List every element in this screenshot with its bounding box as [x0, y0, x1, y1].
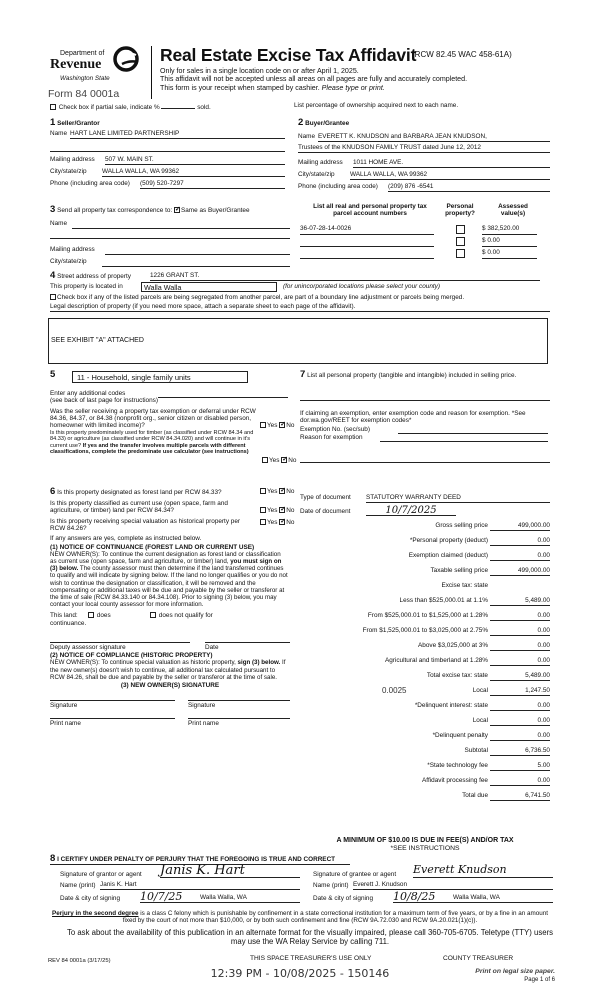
- calc-row: [300, 610, 550, 622]
- land-use-select[interactable]: 11 - Household, single family units: [72, 371, 248, 383]
- tax-calculation-table: [300, 520, 550, 850]
- calc-value[interactable]: 0.00: [490, 777, 550, 786]
- calc-row: [300, 565, 550, 577]
- form-subtitle-2: This affidavit will not be accepted unless all areas on all pages are fully and accurately completed.: [160, 75, 468, 83]
- personal-col-header: Personal property?: [445, 203, 475, 218]
- dept-logo-text: Revenue: [50, 57, 102, 72]
- calc-row: [300, 655, 550, 667]
- section-7-personal: 7 List all personal property (tangible and intangible) included in selling price. If claiming an exemption, enter exemption code and reason for exemption. *See dor.wa.gov/REET for exemption codes* Exemption No. (sec/sub) Reason for exemption: [300, 370, 550, 441]
- calc-row: [300, 670, 550, 682]
- buyer-phone-field[interactable]: (209) 876 -6541: [388, 183, 550, 192]
- treasurer-only-label: THIS SPACE TREASURER'S USE ONLY: [250, 955, 372, 962]
- seller-name-field[interactable]: HART LANE LIMITED PARTNERSHIP: [70, 130, 285, 139]
- seller-city-field[interactable]: WALLA WALLA, WA 99362: [102, 168, 285, 177]
- calc-row: [300, 685, 550, 697]
- calc-value[interactable]: 0.00: [490, 657, 550, 666]
- buyer-mail-field[interactable]: 1011 HOME AVE.: [353, 159, 550, 168]
- dor-swirl-icon: [112, 46, 142, 72]
- s6-q2-yes-checkbox[interactable]: [260, 507, 266, 513]
- calc-label: Local: [472, 687, 488, 694]
- calc-row: [300, 700, 550, 712]
- exemption-no-field[interactable]: [398, 426, 548, 434]
- calc-value[interactable]: 1,247.50: [490, 687, 550, 696]
- legal-description-value: SEE EXHIBIT "A" ATTACHED: [51, 337, 144, 344]
- street-address-field[interactable]: 1226 GRANT ST.: [150, 272, 540, 281]
- form-rcw: (RCW 82.45 WAC 458-61A): [412, 50, 512, 59]
- form-number: Form 84 0001a: [48, 88, 120, 100]
- see-instructions: *SEE INSTRUCTIONS: [390, 845, 460, 852]
- calc-label: Excise tax: state: [441, 582, 488, 589]
- calc-label: *Delinquent interest: state: [414, 702, 488, 709]
- calc-value[interactable]: 0.00: [490, 732, 550, 741]
- cashier-stamp: 12:39 PM - 10/08/2025 - 150146: [210, 967, 390, 980]
- calc-label: Less than $525,000.01 at 1.1%: [399, 597, 488, 604]
- calc-row: [300, 580, 550, 592]
- accessibility-notice: To ask about the availability of this publication in an alternate format for the visually impaired, please call 360-705-6705. Teletype (TTY) users may use the WA Relay Service by calling 711.: [66, 928, 554, 946]
- calc-value[interactable]: 5,489.00: [490, 597, 550, 606]
- grantee-signature-block: Signature of grantee or agent Everett Knudson Name (print) Everett J. Knudson Date & city of signing 10/8/25 Walla Walla, WA: [313, 867, 553, 907]
- revision-label: REV 84 0001a (3/17/25): [48, 958, 111, 964]
- location-select[interactable]: Walla Walla: [141, 282, 277, 292]
- page-number: Page 1 of 6: [524, 977, 555, 983]
- assessed-value-field[interactable]: $ 0.00: [482, 249, 537, 259]
- grantee-signature[interactable]: Everett Knudson: [413, 864, 553, 878]
- q2-yes-no: Yes ✓ No: [262, 457, 296, 464]
- grantor-signature[interactable]: Janis K. Hart: [160, 864, 300, 878]
- calc-row: [300, 715, 550, 727]
- q1-no-checkbox[interactable]: [279, 422, 285, 428]
- calc-value[interactable]: 499,000.00: [490, 522, 550, 531]
- legal-description-box[interactable]: [48, 318, 548, 364]
- calc-value[interactable]: 5,489.00: [490, 672, 550, 681]
- calc-value[interactable]: 0.00: [490, 642, 550, 651]
- calc-label: Total excise tax: state: [426, 672, 488, 679]
- codes-sub: (see back of last page for instructions): [50, 397, 158, 405]
- local-rate: 0.0025: [382, 686, 407, 695]
- grantee-date[interactable]: 10/8/25: [393, 891, 453, 903]
- assessed-col-header: Assessed value(s): [498, 203, 528, 218]
- seller-mail-field[interactable]: 507 W. MAIN ST.: [105, 156, 285, 165]
- form-subtitle-3: This form is your receipt when stamped by cashier. Please type or print.: [160, 84, 385, 92]
- section-5-landuse: 5 11 - Household, single family units Enter any additional codes (see back of last page for instructions) Was the seller receiving a property tax exemption or deferral under RCW 84.36, 84.37, or 84.38 (nonprofit org., senior citizen or disabled person, homeowner with limited income)? Yes ✓ No Is this property predominately used for timber (as classified under RCW 84.34 and 84.33) or agriculture (as classified under RCW 84.34.020) and will continue in it's current use? If yes and the transfer involves multiple parcels with different classifications, complete the predominate use calculator (see instructions) Yes ✓ No: [50, 370, 290, 455]
- same-as-buyer-checkbox[interactable]: [174, 207, 180, 213]
- header-divider: [151, 46, 152, 99]
- grantor-print-name[interactable]: Janis K. Hart: [100, 881, 300, 890]
- calc-label: From $1,525,000.01 to $3,025,000 at 2.75%: [362, 627, 488, 634]
- section-4-property: 4 Street address of property 1226 GRANT ST. This property is located in Walla Walla (for unincorporated locations please select your county) Check box if any of the listed parcels are being segregated from another parcel, are part of a boundary line adjustment or parcels being merged. Legal description of property (if you need more space, attach a separate sheet to each page of the affidavit).: [50, 271, 550, 312]
- personal-property-checkbox[interactable]: [456, 237, 465, 246]
- calc-row: [300, 535, 550, 547]
- calc-value[interactable]: 499,000.00: [490, 567, 550, 576]
- minimum-notice: A MINIMUM OF $10.00 IS DUE IN FEE(S) AND/OR TAX: [336, 837, 514, 844]
- form-title: Real Estate Excise Tax Affidavit: [160, 45, 417, 65]
- calc-value[interactable]: 0.00: [490, 627, 550, 636]
- calc-row: [300, 595, 550, 607]
- s6-q3-yes-checkbox[interactable]: [260, 519, 266, 525]
- q2-yes-checkbox[interactable]: [262, 457, 268, 463]
- reason-field[interactable]: [380, 434, 548, 442]
- calc-label: Affidavit processing fee: [422, 777, 488, 784]
- new-owner-print-1[interactable]: [50, 711, 175, 719]
- s6-q2-no-checkbox[interactable]: [279, 507, 285, 513]
- calc-row: [300, 730, 550, 742]
- calc-row: [300, 640, 550, 652]
- parcel-col-header: List all real and personal property tax parcel account numbers: [313, 203, 427, 218]
- calc-value[interactable]: 5.00: [490, 762, 550, 771]
- calc-value[interactable]: 0.00: [490, 552, 550, 561]
- parcel-number-field[interactable]: 36-07-28-14-0026: [300, 225, 434, 235]
- assessed-value-field[interactable]: $ 0.00: [482, 237, 537, 247]
- s6-q1-yes-no: Yes ✓ No: [260, 488, 294, 495]
- q1-yes-checkbox[interactable]: [260, 422, 266, 428]
- county-treasurer-label: COUNTY TREASURER: [443, 955, 514, 962]
- calc-row: [300, 550, 550, 562]
- grantor-date[interactable]: 10/7/25: [140, 891, 200, 903]
- new-owner-print-2[interactable]: [188, 711, 290, 719]
- calc-row: [300, 790, 550, 802]
- legal-paper-note: Print on legal size paper.: [475, 968, 555, 975]
- segregated-checkbox[interactable]: [50, 294, 56, 300]
- calc-value[interactable]: 0.00: [490, 537, 550, 546]
- calc-value[interactable]: 0.00: [490, 612, 550, 621]
- dept-state: Washington State: [60, 75, 110, 82]
- section-1-seller: 1 Seller/Grantor Name HART LANE LIMITED PARTNERSHIP Mailing address 507 W. MAIN ST. City/state/zip WALLA WALLA, WA 99362 Phone (including area code) (509) 520-7297: [50, 118, 285, 190]
- parcel-number-field[interactable]: [300, 249, 434, 259]
- perjury-notice: Perjury in the second degree is a class C felony which is punishable by confinement in a state correctional institution for a maximum term of five years, or by a fine in an amount fixed by the court of not more than $10,000, or by both such confinement and fine (RCW 9A.72.030 and RCW 9A.20.021(1)(c)).: [52, 910, 548, 924]
- calc-label: Above $3,025,000 at 3%: [418, 642, 488, 649]
- buyer-city-field[interactable]: WALLA WALLA, WA 99362: [350, 171, 550, 180]
- calc-label: *State technology fee: [427, 762, 488, 769]
- calc-label: Gross selling price: [435, 522, 488, 529]
- grantee-city[interactable]: Walla Walla, WA: [453, 894, 553, 903]
- document-date-row: Date of document 10/7/2025: [300, 505, 550, 517]
- calc-label: *Personal property (deduct): [409, 537, 488, 544]
- partial-sale-row: Check box if partial sale, indicate % sold.: [50, 104, 300, 111]
- calc-label: Subtotal: [464, 747, 488, 754]
- list-pct-note: List percentage of ownership acquired next to each name.: [294, 102, 459, 109]
- new-owner-sig-2[interactable]: [188, 693, 290, 701]
- grantor-signature-block: Signature of grantor or agent Janis K. Hart Name (print) Janis K. Hart Date & city of signing 10/7/25 Walla Walla, WA: [60, 867, 300, 907]
- q2-no-checkbox[interactable]: [281, 457, 287, 463]
- calc-value[interactable]: 6,741.50: [490, 792, 550, 801]
- form-subtitle-1: Only for sales in a single location code on or after April 1, 2025.: [160, 67, 359, 75]
- land-does-checkbox[interactable]: [88, 612, 94, 618]
- deputy-date-field[interactable]: [205, 636, 290, 643]
- calc-row: [300, 745, 550, 757]
- land-does-not-checkbox[interactable]: [150, 612, 156, 618]
- calc-label: Total due: [462, 792, 488, 799]
- section-6-designation: 6 Is this property designated as forest land per RCW 84.33? Yes ✓ No Is this property classified as current use (open space, farm and agriculture, or timber) land per RCW 84.34? Yes ✓ No Is this property receiving special valuation as historical property per RCW 84.26? Yes ✓ No If any answers are yes, complete as instructed below. (1) NOTICE OF CONTINUANCE (FOREST LAND OR CURRENT USE) NEW OWNER(S): To continue the current designation as forest land or classification as current use (open space, farm and agriculture, or timber) land, you must sign on (3) below. The county assessor must then determine if the land transferred continues to qualify and will indicate by signing below. If the land no longer qualifies or you do not wish to continue the designation or classification, it will be removed and the compensating or additional taxes will be due and payable by the seller or transferor at the time of sale (RCW 84.33.140 or 84.34.108). Prior to signing (3) below, you may contact your local county assessor for more information. This land: does does not qualify for continuance. Deputy assessor signature Date (2) NOTICE OF COMPLIANCE (HISTORIC PROPERTY) NEW OWNER(S): To continue special valuation as historic property, sign (3) below. If the new owner(s) doesn't wish to continue, all additional tax calculated pursuant to RCW 84.26, shall be due and payable by the seller or transferor at the time of sale. (3) NEW OWNER(S) SIGNATURE Signature Signature Print name Print name: [50, 487, 290, 729]
- calc-label: Taxable selling price: [430, 567, 488, 574]
- personal-property-checkbox[interactable]: [456, 249, 465, 258]
- calc-label: Local: [472, 717, 488, 724]
- q1-yes-no: Yes ✓ No: [260, 422, 294, 429]
- buyer-name-field[interactable]: EVERETT K. KNUDSON and BARBARA JEAN KNUDSON,: [318, 133, 550, 142]
- calc-label: Agricultural and timberland at 1.28%: [384, 657, 488, 664]
- seller-phone-field[interactable]: (509) 520-7297: [140, 180, 285, 189]
- section-2-buyer: 2 Buyer/Grantee Name EVERETT K. KNUDSON and BARBARA JEAN KNUDSON, Trustees of the KNUDSON FAMILY TRUST dated June 12, 2012 Mailing address 1011 HOME AVE. City/state/zip WALLA WALLA, WA 99362 Phone (including area code) (209) 876 -6541: [298, 118, 550, 193]
- personal-property-checkbox[interactable]: [456, 225, 465, 234]
- parcel-row: [300, 249, 550, 260]
- legal-description-label: Legal description of property (if you need more space, attach a separate sheet to each page of the affidavit).: [50, 303, 550, 311]
- new-owner-sig-1[interactable]: [50, 693, 175, 701]
- s6-q1-no-checkbox[interactable]: [279, 488, 285, 494]
- corr-city-field[interactable]: [102, 258, 290, 267]
- dor-logo: [46, 44, 146, 88]
- calc-value[interactable]: 0.00: [490, 717, 550, 726]
- s6-q3-no-checkbox[interactable]: [279, 519, 285, 525]
- grantee-print-name[interactable]: Everett J. Knudson: [353, 881, 553, 890]
- additional-codes-field[interactable]: [158, 390, 288, 398]
- calc-label: From $525,000.01 to $1,525,000 at 1.28%: [367, 612, 488, 619]
- buyer-name-field-2[interactable]: Trustees of the KNUDSON FAMILY TRUST dated June 12, 2012: [298, 144, 550, 153]
- grantor-city[interactable]: Walla Walla, WA: [200, 894, 300, 903]
- document-date-field[interactable]: 10/7/2025: [366, 505, 456, 516]
- parcel-number-field[interactable]: [300, 237, 434, 247]
- s6-q1-yes-checkbox[interactable]: [260, 488, 266, 494]
- assessed-value-field[interactable]: $ 382,520.00: [482, 225, 537, 235]
- section-8-certify: 8 I CERTIFY UNDER PENALTY OF PERJURY THAT THE FOREGOING IS TRUE AND CORRECT: [50, 854, 550, 865]
- deputy-signature-field[interactable]: [50, 636, 190, 643]
- s6-q2-yes-no: Yes ✓ No: [260, 507, 294, 514]
- corr-name-field[interactable]: [72, 220, 290, 229]
- document-type-row: Type of document STATUTORY WARRANTY DEED: [300, 494, 550, 504]
- section-3-correspondence: 3 Send all property tax correspondence to: ✓ Same as Buyer/Grantee Name Mailing address City/state/zip: [50, 205, 290, 268]
- calc-label: *Delinquent penalty: [432, 732, 488, 739]
- s6-q3-yes-no: Yes ✓ No: [260, 519, 294, 526]
- corr-mail-field[interactable]: [105, 246, 290, 255]
- partial-sale-checkbox[interactable]: [50, 104, 56, 110]
- calc-value[interactable]: 6,736.50: [490, 747, 550, 756]
- calc-row: [300, 625, 550, 637]
- parcel-row: [300, 225, 550, 236]
- location-note: (for unincorporated locations please select your county): [283, 283, 441, 290]
- document-type-field[interactable]: STATUTORY WARRANTY DEED: [366, 494, 550, 503]
- dept-line: Department of: [60, 50, 105, 57]
- calc-row: [300, 520, 550, 532]
- calc-value[interactable]: 0.00: [490, 702, 550, 711]
- calc-label: Exemption claimed (deduct): [408, 552, 488, 559]
- parcel-row: [300, 237, 550, 248]
- calc-row: [300, 760, 550, 772]
- calc-row: [300, 775, 550, 787]
